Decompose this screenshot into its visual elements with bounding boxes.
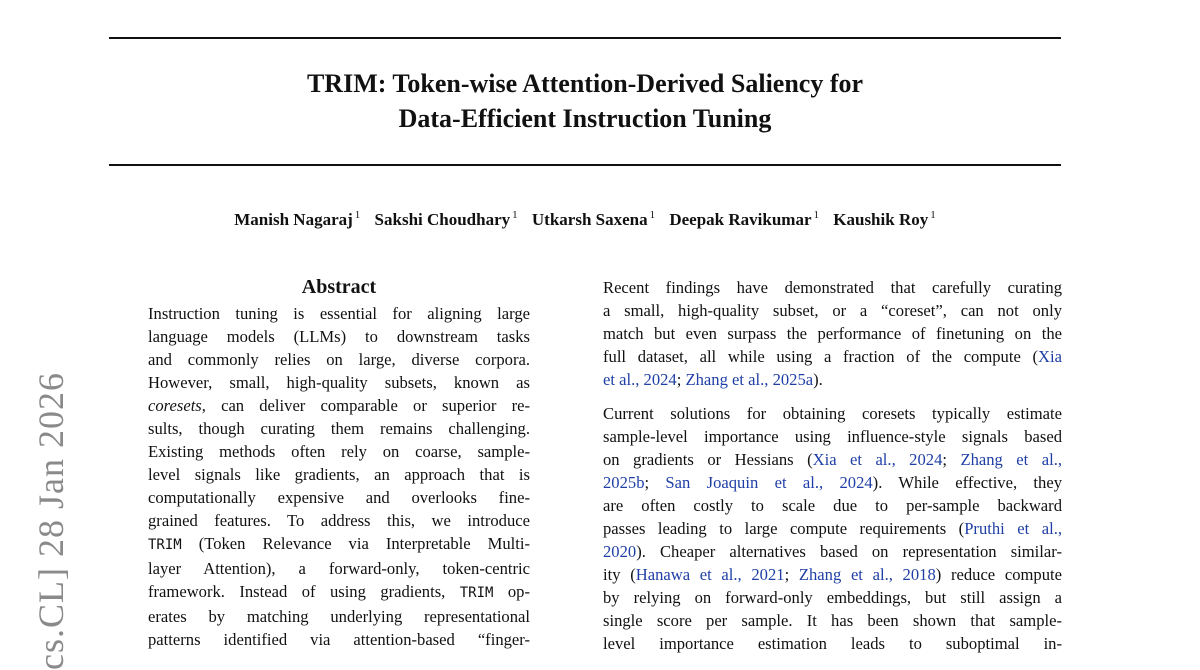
body-text: ). Cheaper alternatives based on representation similar-	[636, 542, 1062, 561]
method-name: TRIM	[148, 537, 182, 553]
body-line: a small, high-quality subset, or a “coreset”, can not only	[603, 301, 1062, 320]
author-affiliation: 1	[649, 209, 656, 221]
body-line	[603, 540, 1062, 563]
abstract-line: grained features. To address this, we introduce	[148, 511, 530, 530]
abstract-line: patterns identified via attention-based “finger-	[148, 630, 530, 649]
intro-paragraph-2	[603, 402, 1062, 655]
body-text: ;	[784, 565, 799, 584]
arxiv-stamp: cs.CL] 28 Jan 2026	[31, 372, 71, 670]
body-text: ) reduce compute	[935, 565, 1062, 584]
abstract-text: framework. Instead of using gradients,	[148, 582, 460, 601]
body-line: Current solutions for obtaining coresets typically estimate	[603, 404, 1062, 423]
author-affiliation: 1	[512, 209, 518, 221]
author-name: Kaushik Roy	[833, 209, 929, 229]
abstract-text: , can deliver comparable or superior re-	[201, 396, 530, 415]
citation-link[interactable]: Zhang et al.,	[960, 450, 1063, 469]
body-line	[603, 368, 1062, 391]
body-line	[603, 517, 1062, 540]
author-name: Utkarsh Saxena	[531, 209, 648, 229]
citation-link[interactable]: Pruthi et al.,	[964, 519, 1062, 538]
author-affiliation: 1	[813, 209, 820, 221]
author	[669, 210, 819, 229]
abstract-line: Instruction tuning is essential for aligning large	[148, 304, 530, 323]
bottom-rule	[109, 164, 1061, 166]
paragraph-gap	[603, 391, 1062, 402]
citation-link[interactable]: San Joaquin et al., 2024	[665, 473, 873, 492]
author-name: Sakshi Choudhary	[374, 209, 511, 229]
body-line: match but even surpass the performance of finetuning on the	[603, 324, 1062, 343]
abstract-line: computationally expensive and overlooks fine-	[148, 488, 530, 507]
author-list	[109, 209, 1061, 230]
author-name: Manish Nagaraj	[234, 209, 353, 229]
abstract-text: op-	[493, 582, 530, 601]
author-affiliation: 1	[354, 209, 361, 221]
body-text: ). While effective, they	[872, 473, 1063, 492]
abstract-line	[148, 532, 530, 557]
body-line	[603, 448, 1062, 471]
citation-link[interactable]: Xia et al., 2024	[812, 450, 943, 469]
paper-title	[109, 66, 1061, 136]
author	[375, 210, 518, 229]
body-line	[603, 563, 1062, 586]
author-affiliation: 1	[930, 209, 936, 221]
citation-link[interactable]: Hanawa et al., 2021	[635, 565, 785, 584]
citation-link[interactable]: et al., 2024	[603, 370, 677, 389]
abstract-line	[148, 580, 530, 605]
author-name: Deepak Ravikumar	[669, 209, 812, 229]
abstract-line: However, small, high-quality subsets, known as	[148, 373, 530, 392]
abstract-line: layer Attention), a forward-only, token-centric	[148, 559, 530, 578]
body-line: by relying on forward-only embeddings, but still assign a	[603, 588, 1062, 607]
abstract-heading: Abstract	[301, 276, 377, 298]
abstract-column	[148, 274, 530, 651]
author	[234, 210, 360, 229]
title-line-1: TRIM: Token-wise Attention-Derived Saliency for	[306, 69, 864, 98]
body-text: ).	[813, 370, 823, 389]
intro-column	[603, 276, 1062, 655]
body-line	[603, 471, 1062, 494]
top-rule	[109, 37, 1061, 39]
author	[532, 210, 655, 229]
abstract-line: language models (LLMs) to downstream tasks	[148, 327, 530, 346]
abstract-line: erates by matching underlying representational	[148, 607, 530, 626]
body-text: ;	[942, 450, 961, 469]
body-text: ;	[676, 370, 686, 389]
citation-link[interactable]: Zhang et al., 2025a	[685, 370, 814, 389]
body-text: ;	[644, 473, 666, 492]
abstract-line: and commonly relies on large, diverse corpora.	[148, 350, 530, 369]
abstract-line: Existing methods often rely on coarse, sample-	[148, 442, 530, 461]
body-text: on gradients or Hessians (	[603, 450, 813, 469]
author	[833, 210, 935, 229]
body-text: full dataset, all while using a fraction of the compute (	[603, 347, 1039, 366]
body-line	[603, 345, 1062, 368]
abstract-body	[148, 302, 530, 651]
citation-link[interactable]: 2025b	[603, 473, 645, 492]
method-name: TRIM	[459, 585, 494, 601]
body-line: sample-level importance using influence-style signals based	[603, 427, 1062, 446]
title-line-2: Data-Efficient Instruction Tuning	[398, 104, 772, 133]
abstract-line: sults, though curating them remains challenging.	[148, 419, 530, 438]
citation-link[interactable]: 2020	[603, 542, 637, 561]
term-coresets: coresets	[148, 396, 202, 415]
body-text: passes leading to large compute requirements (	[603, 519, 965, 538]
body-line: single score per sample. It has been shown that sample-	[603, 611, 1062, 630]
citation-link[interactable]: Xia	[1038, 347, 1062, 366]
citation-link[interactable]: Zhang et al., 2018	[798, 565, 936, 584]
body-line: are often costly to scale due to per-sample backward	[603, 496, 1062, 515]
body-text: ity (	[603, 565, 636, 584]
body-line: level importance estimation leads to suboptimal in-	[603, 634, 1062, 653]
abstract-line: level signals like gradients, an approach that is	[148, 465, 530, 484]
abstract-line	[148, 394, 530, 417]
intro-paragraph-1	[603, 276, 1062, 391]
abstract-text: (Token Relevance via Interpretable Multi-	[181, 534, 530, 553]
body-line: Recent findings have demonstrated that carefully curating	[603, 278, 1062, 297]
